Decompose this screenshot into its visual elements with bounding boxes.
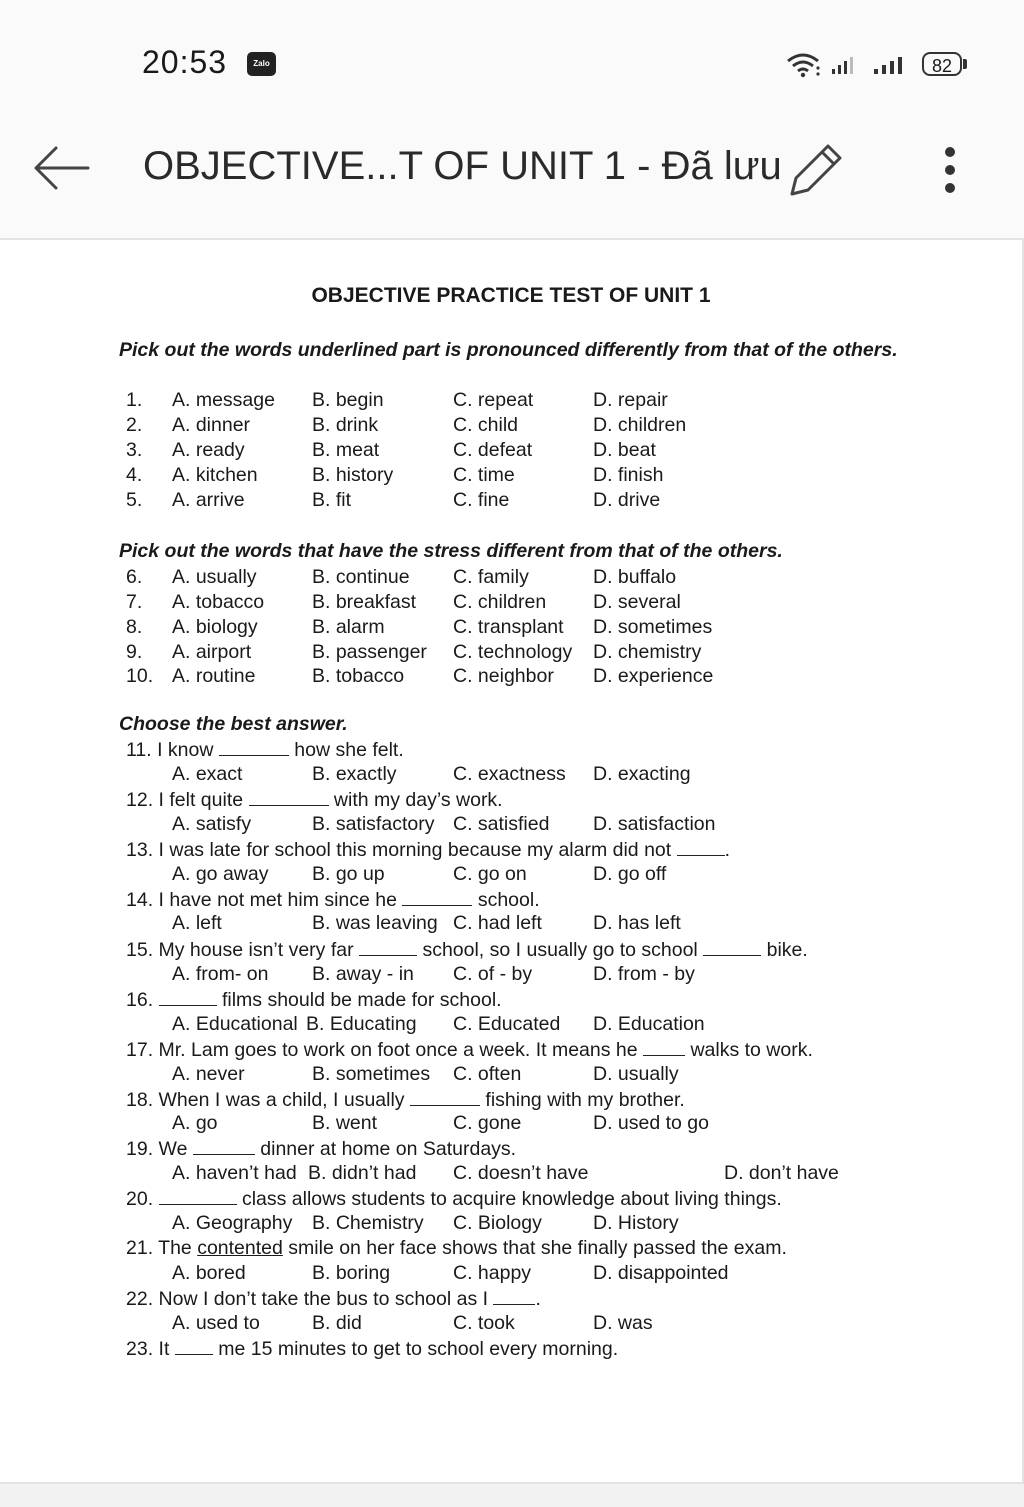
option-c: C. go on — [453, 863, 527, 885]
stem-part: 16. — [126, 989, 154, 1011]
option-b: B. tobacco — [312, 665, 405, 687]
option-d: D. beat — [593, 439, 656, 461]
question-text — [126, 1136, 516, 1162]
section1-instruction: Pick out the words underlined part is pronounced differently from that of the others. — [119, 339, 898, 361]
option-d: D. don’t have — [724, 1162, 839, 1184]
signal-sim1-icon — [830, 56, 860, 76]
option-c: C. transplant — [453, 616, 564, 638]
option-c: C. neighbor — [453, 665, 554, 687]
option-d: D. satisfaction — [593, 813, 716, 835]
option-a: A. message — [172, 389, 275, 411]
option-d: D. was — [593, 1312, 653, 1334]
option-b: B. away - in — [312, 963, 414, 985]
stem-part: fishing with my brother. — [485, 1089, 685, 1111]
answer-blank — [249, 787, 329, 806]
option-a: A. used to — [172, 1312, 260, 1334]
option-d: D. History — [593, 1212, 679, 1234]
option-c: C. time — [453, 464, 515, 486]
stem-part: me 15 minutes to get to school every morning. — [218, 1338, 619, 1360]
answer-blank — [410, 1087, 480, 1106]
option-b: B. satisfactory — [312, 813, 435, 835]
option-c: C. repeat — [453, 389, 534, 411]
stem-part: 12. I felt quite — [126, 789, 244, 811]
question-text — [126, 1087, 685, 1113]
status-bar — [0, 0, 1024, 120]
option-d: D. sometimes — [593, 616, 713, 638]
question-number: 6. — [126, 566, 143, 588]
option-d: D. used to go — [593, 1112, 709, 1134]
option-d: D. children — [593, 414, 687, 436]
answer-blank — [193, 1136, 255, 1155]
option-b: B. passenger — [312, 641, 427, 663]
option-d: D. usually — [593, 1063, 679, 1085]
option-b: B. history — [312, 464, 394, 486]
question-number: 5. — [126, 489, 143, 511]
option-a: A. from- on — [172, 963, 269, 985]
option-d: D. Education — [593, 1013, 705, 1035]
question-number: 2. — [126, 414, 143, 436]
option-b: B. meat — [312, 439, 380, 461]
section2-instruction: Pick out the words that have the stress different from that of the others. — [119, 540, 783, 562]
app-toolbar — [0, 120, 1024, 240]
document-page — [0, 240, 1024, 1484]
option-c: C. happy — [453, 1262, 532, 1284]
document-title: OBJECTIVE...T OF UNIT 1 - Đã lưu — [143, 144, 782, 188]
option-b: B. go up — [312, 863, 385, 885]
option-a: A. satisfy — [172, 813, 252, 835]
option-a: A. dinner — [172, 414, 251, 436]
option-c: C. often — [453, 1063, 522, 1085]
question-number: 7. — [126, 591, 143, 613]
option-a: A. go away — [172, 863, 269, 885]
answer-blank — [402, 887, 472, 906]
stem-part: smile on her face shows that she finally passed the exam. — [288, 1237, 787, 1259]
question-number: 4. — [126, 464, 143, 486]
option-a: A. airport — [172, 641, 252, 663]
option-c: C. technology — [453, 641, 573, 663]
option-d: D. repair — [593, 389, 668, 411]
back-arrow-icon[interactable] — [32, 142, 92, 194]
option-c: C. child — [453, 414, 519, 436]
answer-blank — [703, 937, 761, 956]
option-d: D. chemistry — [593, 641, 702, 663]
stem-part: 15. My house isn’t very far — [126, 939, 354, 961]
option-d: D. exacting — [593, 763, 691, 785]
underlined-word: contented — [197, 1237, 283, 1259]
answer-blank — [359, 937, 417, 956]
stem-part: 17. Mr. Lam goes to work on foot once a week. It means he — [126, 1039, 638, 1061]
option-b: B. continue — [312, 566, 410, 588]
option-b: B. did — [312, 1312, 362, 1334]
option-b: B. didn’t had — [308, 1162, 417, 1184]
question-text — [126, 1186, 782, 1212]
stem-part: with my day’s work. — [333, 789, 503, 811]
pencil-edit-icon[interactable] — [784, 138, 848, 202]
option-a: A. kitchen — [172, 464, 258, 486]
answer-blank — [219, 737, 289, 756]
question-text — [126, 937, 808, 963]
option-c: C. took — [453, 1312, 515, 1334]
stem-part: 23. It — [126, 1338, 170, 1360]
option-b: B. breakfast — [312, 591, 417, 613]
option-d: D. several — [593, 591, 681, 613]
option-c: C. of - by — [453, 963, 533, 985]
stem-part: 21. The — [126, 1237, 192, 1259]
option-c: C. children — [453, 591, 547, 613]
option-b: B. Chemistry — [312, 1212, 424, 1234]
answer-blank — [493, 1286, 535, 1305]
stem-part: 14. I have not met him since he — [126, 889, 397, 911]
stem-part: . — [535, 1288, 541, 1310]
stem-part: walks to work. — [690, 1039, 813, 1061]
option-b: B. drink — [312, 414, 379, 436]
option-b: B. exactly — [312, 763, 397, 785]
question-text — [126, 787, 503, 813]
option-a: A. bored — [172, 1262, 246, 1284]
answer-blank — [159, 1186, 237, 1205]
question-text — [126, 1286, 541, 1312]
stem-part: bike. — [766, 939, 808, 961]
option-a: A. go — [172, 1112, 218, 1134]
stem-part: 13. I was late for school this morning because my alarm did not — [126, 839, 672, 861]
question-text — [126, 887, 540, 913]
question-text — [126, 1336, 618, 1362]
option-b: B. Educating — [306, 1013, 417, 1035]
option-b: B. went — [312, 1112, 378, 1134]
option-a: A. Geography — [172, 1212, 293, 1234]
stem-part: . — [724, 839, 731, 861]
option-b: B. sometimes — [312, 1063, 431, 1085]
answer-blank — [159, 987, 217, 1006]
stem-part: 18. When I was a child, I usually — [126, 1089, 405, 1111]
answer-blank — [677, 837, 725, 856]
stem-part: 22. Now I don’t take the bus to school as I — [126, 1288, 489, 1310]
question-text — [126, 987, 502, 1013]
option-b: B. fit — [312, 489, 352, 511]
wifi-icon — [786, 52, 822, 78]
option-d: D. drive — [593, 489, 661, 511]
question-number: 3. — [126, 439, 143, 461]
option-a: A. exact — [172, 763, 243, 785]
stem-part: school. — [477, 889, 540, 911]
stem-part: films should be made for school. — [221, 989, 502, 1011]
option-c: C. Biology — [453, 1212, 542, 1234]
option-b: B. begin — [312, 389, 384, 411]
question-text — [126, 1236, 787, 1261]
more-options-icon[interactable] — [934, 142, 966, 198]
option-a: A. biology — [172, 616, 258, 638]
clock: 20:53 — [142, 44, 228, 80]
zalo-notification-icon: Zalo — [247, 52, 276, 76]
option-b: B. was leaving — [312, 912, 438, 934]
option-c: C. gone — [453, 1112, 522, 1134]
option-d: D. buffalo — [593, 566, 677, 588]
question-text — [126, 737, 404, 763]
battery-tip — [963, 59, 967, 69]
question-text — [126, 837, 730, 863]
option-c: C. satisfied — [453, 813, 550, 835]
answer-blank — [643, 1037, 685, 1056]
option-a: A. never — [172, 1063, 245, 1085]
option-d: D. experience — [593, 665, 714, 687]
question-text — [126, 1037, 813, 1063]
stem-part: class allows students to acquire knowledge about living things. — [241, 1188, 782, 1210]
battery-icon: 82 — [922, 52, 962, 76]
option-b: B. boring — [312, 1262, 391, 1284]
option-a: A. usually — [172, 566, 257, 588]
section3-instruction: Choose the best answer. — [119, 713, 348, 735]
option-d: D. disappointed — [593, 1262, 729, 1284]
option-b: B. alarm — [312, 616, 385, 638]
option-d: D. go off — [593, 863, 667, 885]
option-c: C. Educated — [453, 1013, 561, 1035]
answer-blank — [175, 1336, 213, 1355]
option-c: C. defeat — [453, 439, 533, 461]
question-number: 10. — [126, 665, 154, 687]
option-a: A. haven’t had — [172, 1162, 297, 1184]
option-c: C. doesn’t have — [453, 1162, 589, 1184]
option-a: A. routine — [172, 665, 256, 687]
question-number: 8. — [126, 616, 143, 638]
option-d: D. finish — [593, 464, 664, 486]
option-a: A. ready — [172, 439, 245, 461]
option-c: C. had left — [453, 912, 542, 934]
signal-sim2-icon — [872, 56, 910, 76]
option-a: A. left — [172, 912, 222, 934]
question-number: 1. — [126, 389, 143, 411]
stem-part: 19. We — [126, 1138, 188, 1160]
stem-part: 20. — [126, 1188, 154, 1210]
stem-part: how she felt. — [294, 739, 404, 761]
option-c: C. fine — [453, 489, 510, 511]
stem-part: school, so I usually go to school — [422, 939, 698, 961]
option-c: C. exactness — [453, 763, 566, 785]
stem-part: dinner at home on Saturdays. — [260, 1138, 517, 1160]
question-number: 9. — [126, 641, 143, 663]
stem-part: 11. I know — [126, 739, 214, 761]
option-a: A. arrive — [172, 489, 245, 511]
option-a: A. tobacco — [172, 591, 265, 613]
document-heading: OBJECTIVE PRACTICE TEST OF UNIT 1 — [311, 284, 711, 307]
option-c: C. family — [453, 566, 529, 588]
option-a: A. Educational — [172, 1013, 298, 1035]
option-d: D. from - by — [593, 963, 695, 985]
option-d: D. has left — [593, 912, 681, 934]
